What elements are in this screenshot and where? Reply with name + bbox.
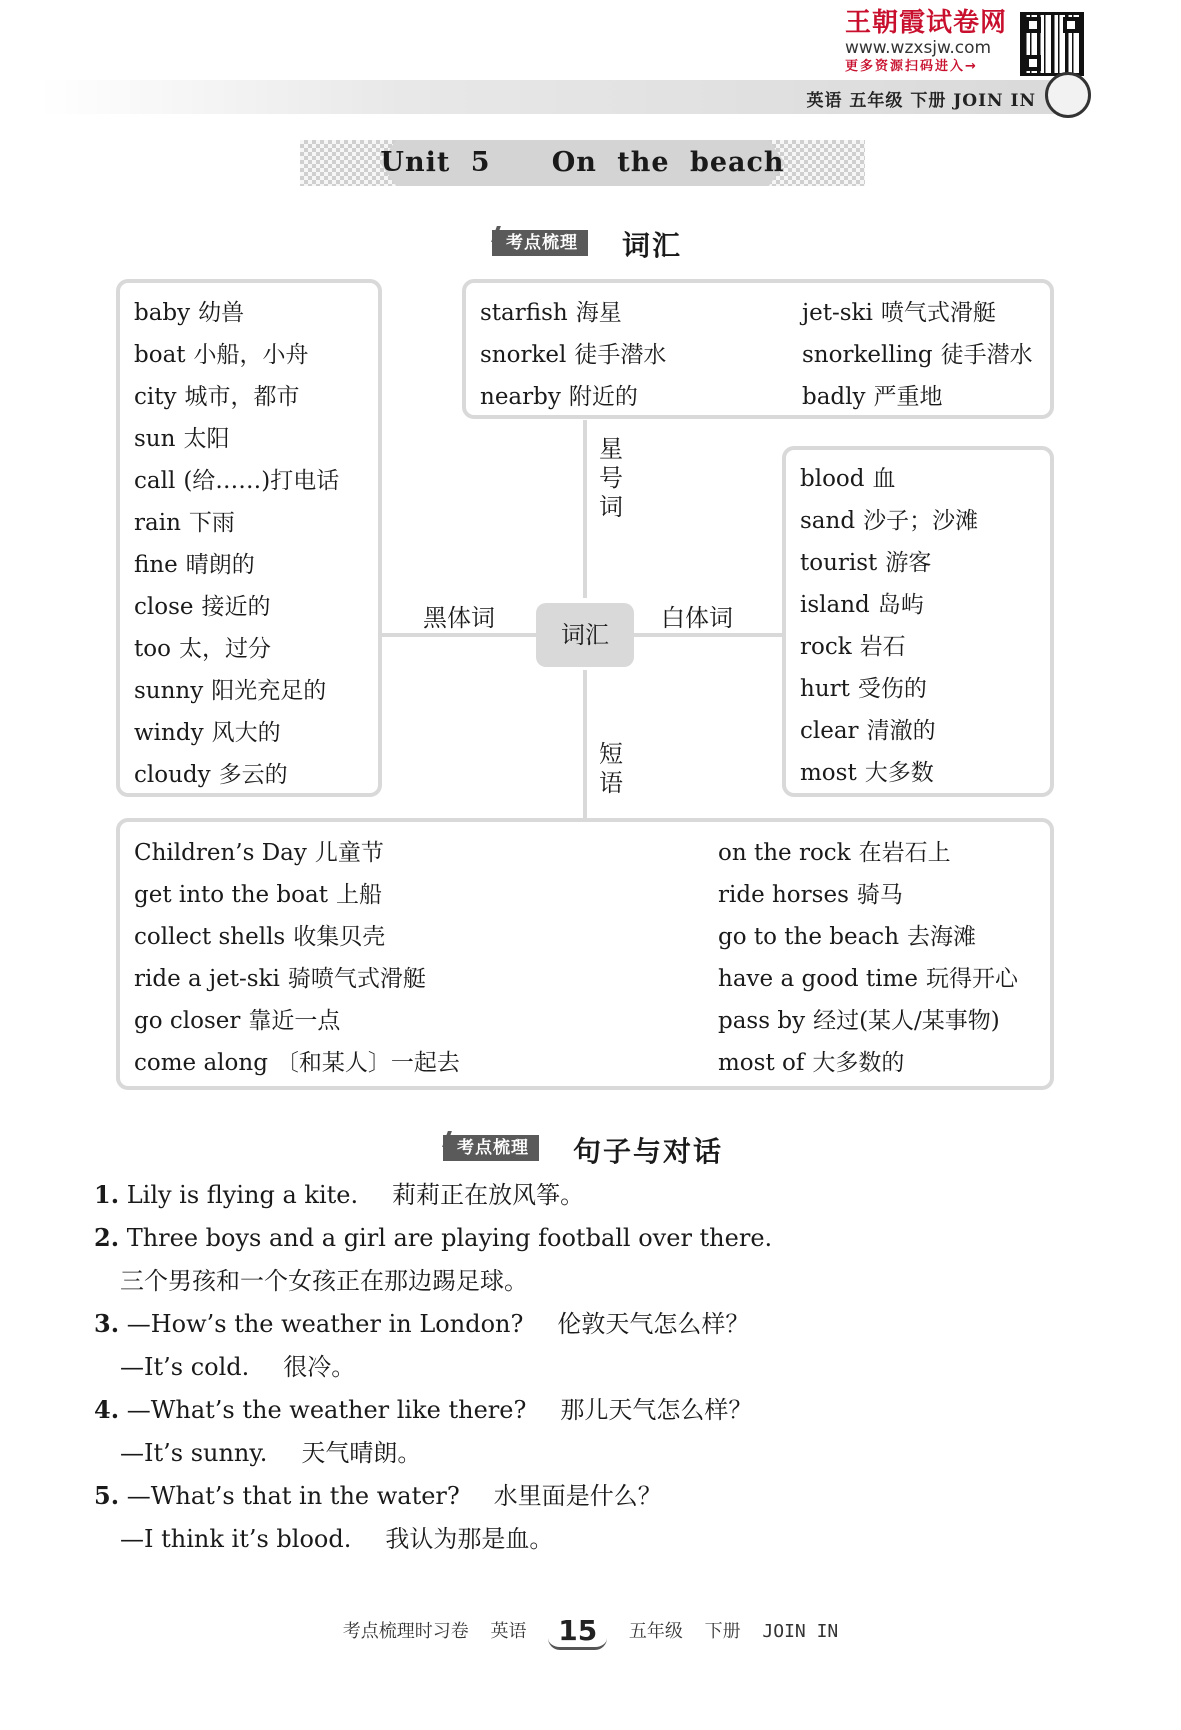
vocab-item [134,544,339,586]
vocab-item [134,376,339,418]
white-words-box [782,446,1054,797]
vocab-item [134,502,339,544]
vocab-chinese: 幼兽 [198,300,245,326]
vocab-chinese: 附近的 [568,384,638,410]
sentence-line [94,1524,1094,1567]
sentence-english: —It’s cold. [120,1353,250,1381]
vocab-chinese: 岛屿 [877,592,924,618]
vocab-english: starfish [480,300,568,326]
vocab-item [802,334,1033,376]
vocab-english: on the rock [718,840,851,866]
brand-name: 王朝霞试卷网 [845,8,1008,38]
vocab-chinese: 海星 [575,300,622,326]
vocab-english: sand [800,508,856,534]
footer-edition: JOIN IN [762,1621,839,1642]
unit-title: Unit 5 On the beach [380,147,785,178]
sentence-english: Three boys and a girl are playing football over there. [126,1224,773,1252]
vocab-english: pass by [718,1008,806,1034]
page-number: 15 [548,1614,607,1650]
vocab-item [800,542,978,584]
vocab-chinese: 风大的 [211,720,281,746]
vocab-chinese: 太，过分 [178,636,271,662]
sentence-english: —I think it’s blood. [120,1525,352,1553]
star-words-label: 星号词 [599,435,623,521]
star-words-box [462,279,1054,419]
vocab-item [718,832,1018,874]
sentence-chinese: 水里面是什么？ [493,1482,662,1510]
sentence-english: —How’s the weather in London? [126,1310,524,1338]
vocab-chinese: 上船 [335,882,382,908]
vocab-item [134,712,339,754]
vocab-english: hurt [800,676,850,702]
vocab-item [134,292,339,334]
vocab-english: city [134,384,177,410]
bold-words-box [116,279,382,797]
vocab-english: get into the boat [134,882,328,908]
vocab-chinese: 沙子；沙滩 [863,508,979,534]
sentence-line [94,1481,1094,1524]
vocab-chinese: 接近的 [201,594,271,620]
sentence-line [94,1223,1094,1266]
sentence-line [94,1438,1094,1481]
sentence-chinese: 伦敦天气怎么样？ [557,1310,750,1338]
vocab-chinese: 骑马 [856,882,903,908]
vocab-chinese: 去海滩 [907,924,977,950]
sentence-chinese: 天气晴朗。 [301,1439,422,1467]
vocab-chinese: 小船，小舟 [193,342,309,368]
vocab-chinese: 徒手潜水 [574,342,667,368]
sentence-section-title: 句子与对话 [573,1135,724,1168]
vocab-english: too [134,636,171,662]
sentence-line [94,1395,1094,1438]
bold-words-label: 黑体词 [423,604,495,632]
vocab-english: go to the beach [718,924,900,950]
footer-grade: 五年级 [628,1621,683,1642]
sentence-line [94,1352,1094,1395]
vocab-item [134,334,339,376]
vocab-chinese: 下雨 [188,510,235,536]
vocab-chinese: 儿童节 [314,840,384,866]
vocab-english: badly [802,384,866,410]
connector-bottom [583,670,587,818]
vocab-item [718,958,1018,1000]
vocab-english: tourist [800,550,878,576]
footer [0,1614,1181,1650]
publisher-seal-icon [1045,72,1091,118]
vocab-chinese: 〔和某人〕一起去 [275,1050,460,1076]
vocab-english: rain [134,510,181,536]
vocab-section-title: 词汇 [622,229,683,262]
vocab-item [718,1042,1018,1084]
vocab-chinese: 多云的 [218,762,288,788]
vocab-item [134,586,339,628]
connector-top [583,420,587,598]
vocab-english: sunny [134,678,204,704]
vocab-chinese: 岩石 [859,634,906,660]
white-words-label: 白体词 [661,604,733,632]
vocab-item [134,460,339,502]
sentence-number: 5. [94,1481,120,1510]
vocab-chinese: 骑喷气式滑艇 [287,966,426,992]
vocab-chinese: (给……)打电话 [183,468,340,494]
book-info: 英语 五年级 下册 JOIN IN [806,91,1036,111]
vocab-chinese: 严重地 [873,384,943,410]
vocab-item [800,500,978,542]
vocab-english: windy [134,720,204,746]
vocab-english: Children’s Day [134,840,307,866]
vocab-english: blood [800,466,865,492]
vocab-chinese: 太阳 [183,426,230,452]
vocab-chinese: 城市，都市 [184,384,300,410]
vocab-english: have a good time [718,966,918,992]
vocab-item [802,292,1033,334]
vocab-chinese: 清澈的 [866,718,936,744]
vocab-chinese: 玩得开心 [925,966,1018,992]
sentence-number: 4. [94,1395,120,1424]
vocab-chinese: 晴朗的 [185,552,255,578]
footer-term: 下册 [704,1621,741,1642]
footer-series: 考点梳理时习卷 [342,1621,469,1642]
vocab-english: collect shells [134,924,286,950]
vocab-english: nearby [480,384,561,410]
vocab-english: go closer [134,1008,241,1034]
vocab-item [800,584,978,626]
vocab-english: baby [134,300,191,326]
vocab-item [480,376,666,418]
sentence-chinese: 三个男孩和一个女孩正在那边踢足球。 [120,1267,528,1295]
phrases-label: 短语 [599,740,623,797]
sentence-line [94,1180,1094,1223]
vocab-item [718,874,1018,916]
qr-code-icon[interactable] [1020,12,1084,76]
sentence-chinese: 很冷。 [283,1353,356,1381]
vocab-english: island [800,592,870,618]
sentence-number: 3. [94,1309,120,1338]
vocab-item [134,754,339,796]
vocab-chinese: 在岩石上 [858,840,951,866]
vocab-english: cloudy [134,762,211,788]
connector-left [382,633,537,637]
vocab-english: snorkel [480,342,567,368]
vocab-item [480,292,666,334]
vocab-chinese: 收集贝壳 [293,924,386,950]
sentence-number: 2. [94,1223,120,1252]
sentence-english: Lily is flying a kite. [126,1181,359,1209]
vocab-section-tag: 考点梳理 [492,230,588,256]
brand-tip: 更多资源扫码进入→ [845,59,978,74]
vocab-english: sun [134,426,176,452]
vocab-item [480,334,666,376]
vocab-item [800,458,978,500]
vocab-english: fine [134,552,178,578]
footer-subject: 英语 [490,1621,527,1642]
vocab-english: ride a jet-ski [134,966,280,992]
vocab-english: clear [800,718,859,744]
sentence-line [94,1266,1094,1309]
vocab-chinese: 徒手潜水 [940,342,1033,368]
vocab-item [134,958,460,1000]
vocab-english: ride horses [718,882,849,908]
sentence-section-tag: 考点梳理 [443,1135,539,1161]
sentence-line [94,1309,1094,1352]
vocab-chinese: 靠近一点 [248,1008,341,1034]
vocab-item [134,1000,460,1042]
vocab-item [134,1042,460,1084]
sentence-list [94,1180,1094,1567]
vocab-english: snorkelling [802,342,933,368]
mindmap-center: 词汇 [536,603,634,667]
vocab-english: close [134,594,194,620]
sentence-english: —It’s sunny. [120,1439,268,1467]
vocab-chinese: 游客 [885,550,932,576]
vocab-chinese: 阳光充足的 [211,678,327,704]
vocab-item [800,752,978,794]
vocab-item [134,628,339,670]
vocab-chinese: 喷气式滑艇 [880,300,996,326]
vocab-english: most of [718,1050,805,1076]
sentence-chinese: 那儿天气怎么样？ [560,1396,753,1424]
vocab-chinese: 大多数的 [812,1050,905,1076]
vocab-item [800,668,978,710]
vocab-item [134,874,460,916]
connector-right [633,633,786,637]
sentence-chinese: 莉莉正在放风筝。 [392,1181,585,1209]
phrases-box [116,818,1054,1090]
vocab-english: jet-ski [802,300,873,326]
vocab-item [134,418,339,460]
vocab-item [802,376,1033,418]
vocab-item [134,670,339,712]
vocab-chinese: 受伤的 [857,676,927,702]
vocab-english: boat [134,342,186,368]
vocab-item [800,626,978,668]
vocab-item [134,916,460,958]
vocab-item [134,832,460,874]
vocab-item [718,1000,1018,1042]
vocab-item [718,916,1018,958]
vocab-chinese: 血 [872,466,896,492]
vocab-english: call [134,468,176,494]
brand-block[interactable] [845,8,1020,76]
sentence-english: —What’s the weather like there? [126,1396,527,1424]
sentence-english: —What’s that in the water? [126,1482,460,1510]
vocab-chinese: 经过(某人/某事物) [813,1008,1000,1034]
sentence-chinese: 我认为那是血。 [385,1525,554,1553]
brand-url[interactable]: www.wzxsjw.com [845,38,992,58]
vocab-chinese: 大多数 [864,760,934,786]
vocab-english: most [800,760,857,786]
sentence-number: 1. [94,1180,120,1209]
vocab-item [800,710,978,752]
vocab-english: rock [800,634,852,660]
vocab-english: come along [134,1050,268,1076]
